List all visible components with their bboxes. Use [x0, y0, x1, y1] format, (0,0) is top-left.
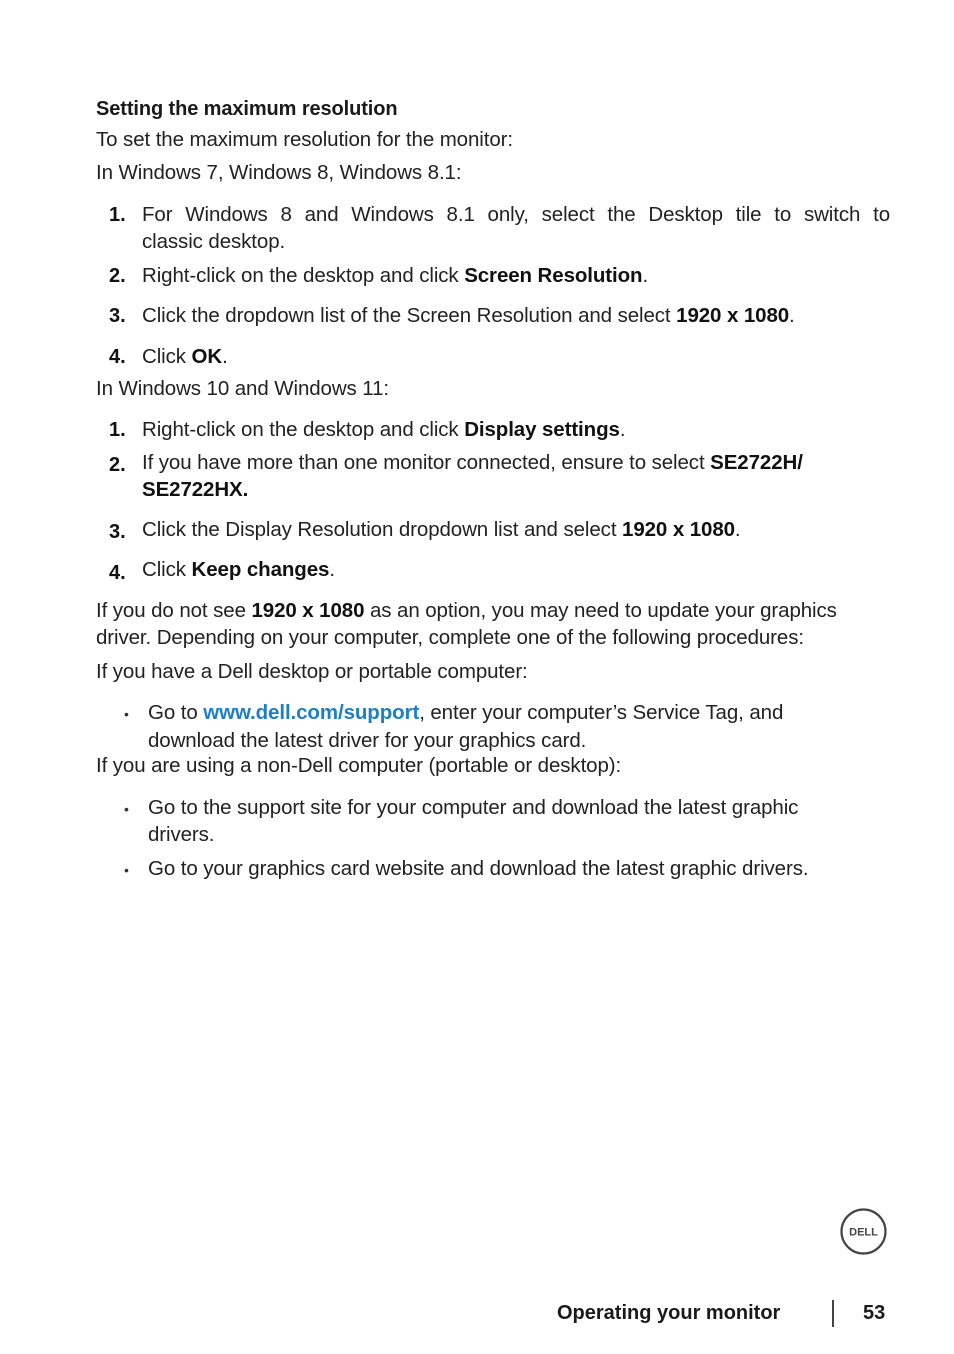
- win7-step4-text: Click OK.: [142, 345, 228, 368]
- win10-step2-line2: [142, 477, 248, 503]
- model-name-1: SE2722H/: [710, 451, 803, 474]
- dell-label: If you have a Dell desktop or portable computer:: [96, 660, 528, 683]
- nondell-bullet2-line1: Go to your graphics card website and download the latest graphic drivers.: [148, 857, 809, 880]
- win7-step3-text: Click the dropdown list of the Screen Resolution and select 1920 x 1080.: [142, 304, 795, 327]
- dell-support-link[interactable]: www.dell.com/support: [203, 701, 420, 724]
- display-settings-term: Display settings: [464, 418, 620, 441]
- model-name-2: SE2722HX.: [142, 478, 249, 501]
- nondell-bullet1-line2: drivers.: [148, 823, 215, 846]
- win7-step2-text: Right-click on the desktop and click Screen Resolution.: [142, 264, 649, 287]
- win10-step2-number: 2.: [109, 454, 126, 476]
- update-note-line1: If you do not see 1920 x 1080 as an option, you may need to update your graphics: [96, 599, 837, 622]
- win7-step2-number: 2.: [109, 265, 126, 287]
- intro-text: To set the maximum resolution for the monitor:: [96, 128, 513, 151]
- footer-separator: [832, 1300, 834, 1327]
- screen-resolution-term: Screen Resolution: [464, 264, 643, 287]
- win7-step4-number: 4.: [109, 346, 126, 368]
- win10-step1-text: Right-click on the desktop and click Display settings.: [142, 418, 626, 441]
- dell-bullet-line1: Go to www.dell.com/support, enter your computer’s Service Tag, and: [148, 701, 784, 724]
- win7-step1-line1: For Windows 8 and Windows 8.1 only, select the Desktop tile to switch to: [142, 203, 890, 226]
- footer-section-title: Operating your monitor: [557, 1302, 781, 1324]
- keep-changes-term: Keep changes: [191, 558, 330, 581]
- section-heading: Setting the maximum resolution: [96, 98, 398, 120]
- win10-step2-line1: If you have more than one monitor connected, ensure to select SE2722H/: [142, 451, 803, 474]
- win10-step3-number: 3.: [109, 521, 126, 543]
- win10-step4-number: 4.: [109, 562, 126, 584]
- bullet-marker: •: [124, 801, 129, 817]
- win10-step4-text: Click Keep changes.: [142, 558, 335, 581]
- nondell-label: If you are using a non-Dell computer (portable or desktop):: [96, 754, 622, 777]
- resolution-value: 1920 x 1080: [251, 599, 365, 622]
- win7-step3-number: 3.: [109, 305, 126, 327]
- bullet-marker: •: [124, 706, 129, 722]
- dell-logo-text: DELL: [849, 1226, 878, 1239]
- resolution-value: 1920 x 1080: [676, 304, 790, 327]
- resolution-value: 1920 x 1080: [622, 518, 735, 541]
- nondell-bullet1-line1: Go to the support site for your computer and download the latest graphic: [148, 796, 799, 819]
- dell-logo-icon: [840, 1208, 887, 1255]
- ok-term: OK: [191, 345, 223, 368]
- win10-label: In Windows 10 and Windows 11:: [96, 377, 389, 400]
- page-number: 53: [863, 1302, 886, 1324]
- dell-bullet-line2: download the latest driver for your graphics card.: [148, 729, 587, 752]
- win7-step1-number: 1.: [109, 204, 126, 226]
- bullet-marker: •: [124, 862, 129, 878]
- win10-step1-number: 1.: [109, 419, 126, 441]
- win7-label: In Windows 7, Windows 8, Windows 8.1:: [96, 161, 462, 184]
- update-note-line2: driver. Depending on your computer, complete one of the following procedures:: [96, 626, 804, 649]
- win10-step3-text: Click the Display Resolution dropdown list and select 1920 x 1080.: [142, 518, 741, 541]
- win7-step1-line2: classic desktop.: [142, 230, 286, 253]
